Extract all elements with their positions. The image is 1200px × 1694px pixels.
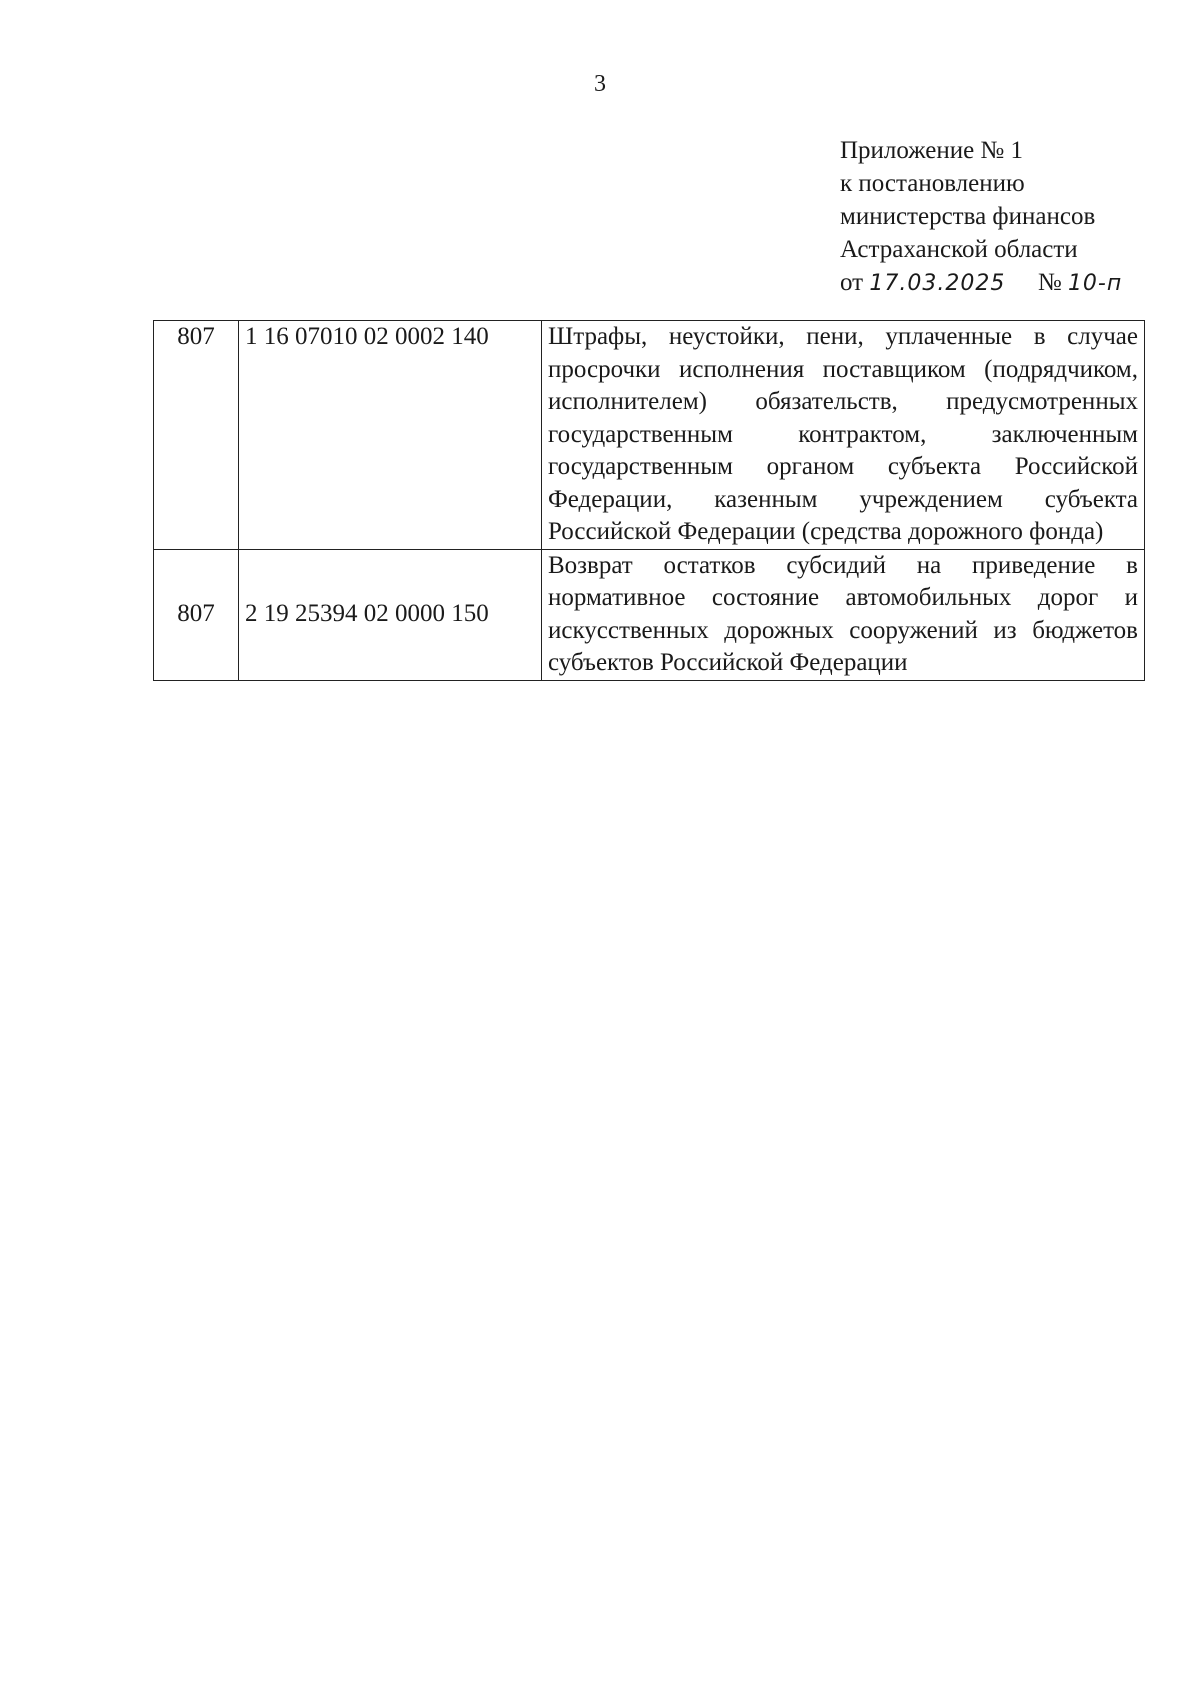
number-prefix: № xyxy=(1037,269,1062,296)
table-row xyxy=(154,321,1145,550)
budget-code-cell: 2 19 25394 02 0000 150 xyxy=(239,549,542,680)
revenue-name-cell: Возврат остатков субсидий на приведение в нормативное состояние автомобильных дорог и искусственных дорожных сооружений из бюджетов субъектов Российской Федерации xyxy=(542,549,1145,680)
appendix-line-region: Астраханской области xyxy=(840,236,1078,263)
admin-code-cell: 807 xyxy=(154,549,239,680)
appendix-date-line xyxy=(840,266,1160,300)
appendix-title: Приложение № 1 xyxy=(840,137,1024,164)
table-row xyxy=(154,549,1145,680)
handwritten-date: 17.03.2025 xyxy=(869,271,1006,296)
revenue-name-cell: Штрафы, неустойки, пени, уплаченные в случае просрочки исполнения поставщиком (подрядчиком, исполнителем) обязательств, предусмотренных государственным контрактом, заключенным государственным органом субъекта Российской Федерации, казенным учреждением субъекта Российской Федерации (средства дорожного фонда) xyxy=(542,321,1145,550)
admin-code-cell: 807 xyxy=(154,321,239,550)
page-number: 3 xyxy=(594,71,606,97)
appendix-line-resolution: к постановлению xyxy=(840,170,1025,197)
appendix-line-ministry: министерства финансов xyxy=(840,203,1096,230)
date-prefix: от xyxy=(840,269,864,296)
budget-code-cell: 1 16 07010 02 0002 140 xyxy=(239,321,542,550)
handwritten-number: 10-п xyxy=(1067,271,1123,296)
budget-codes-table xyxy=(153,320,1145,681)
appendix-header xyxy=(840,134,1160,300)
